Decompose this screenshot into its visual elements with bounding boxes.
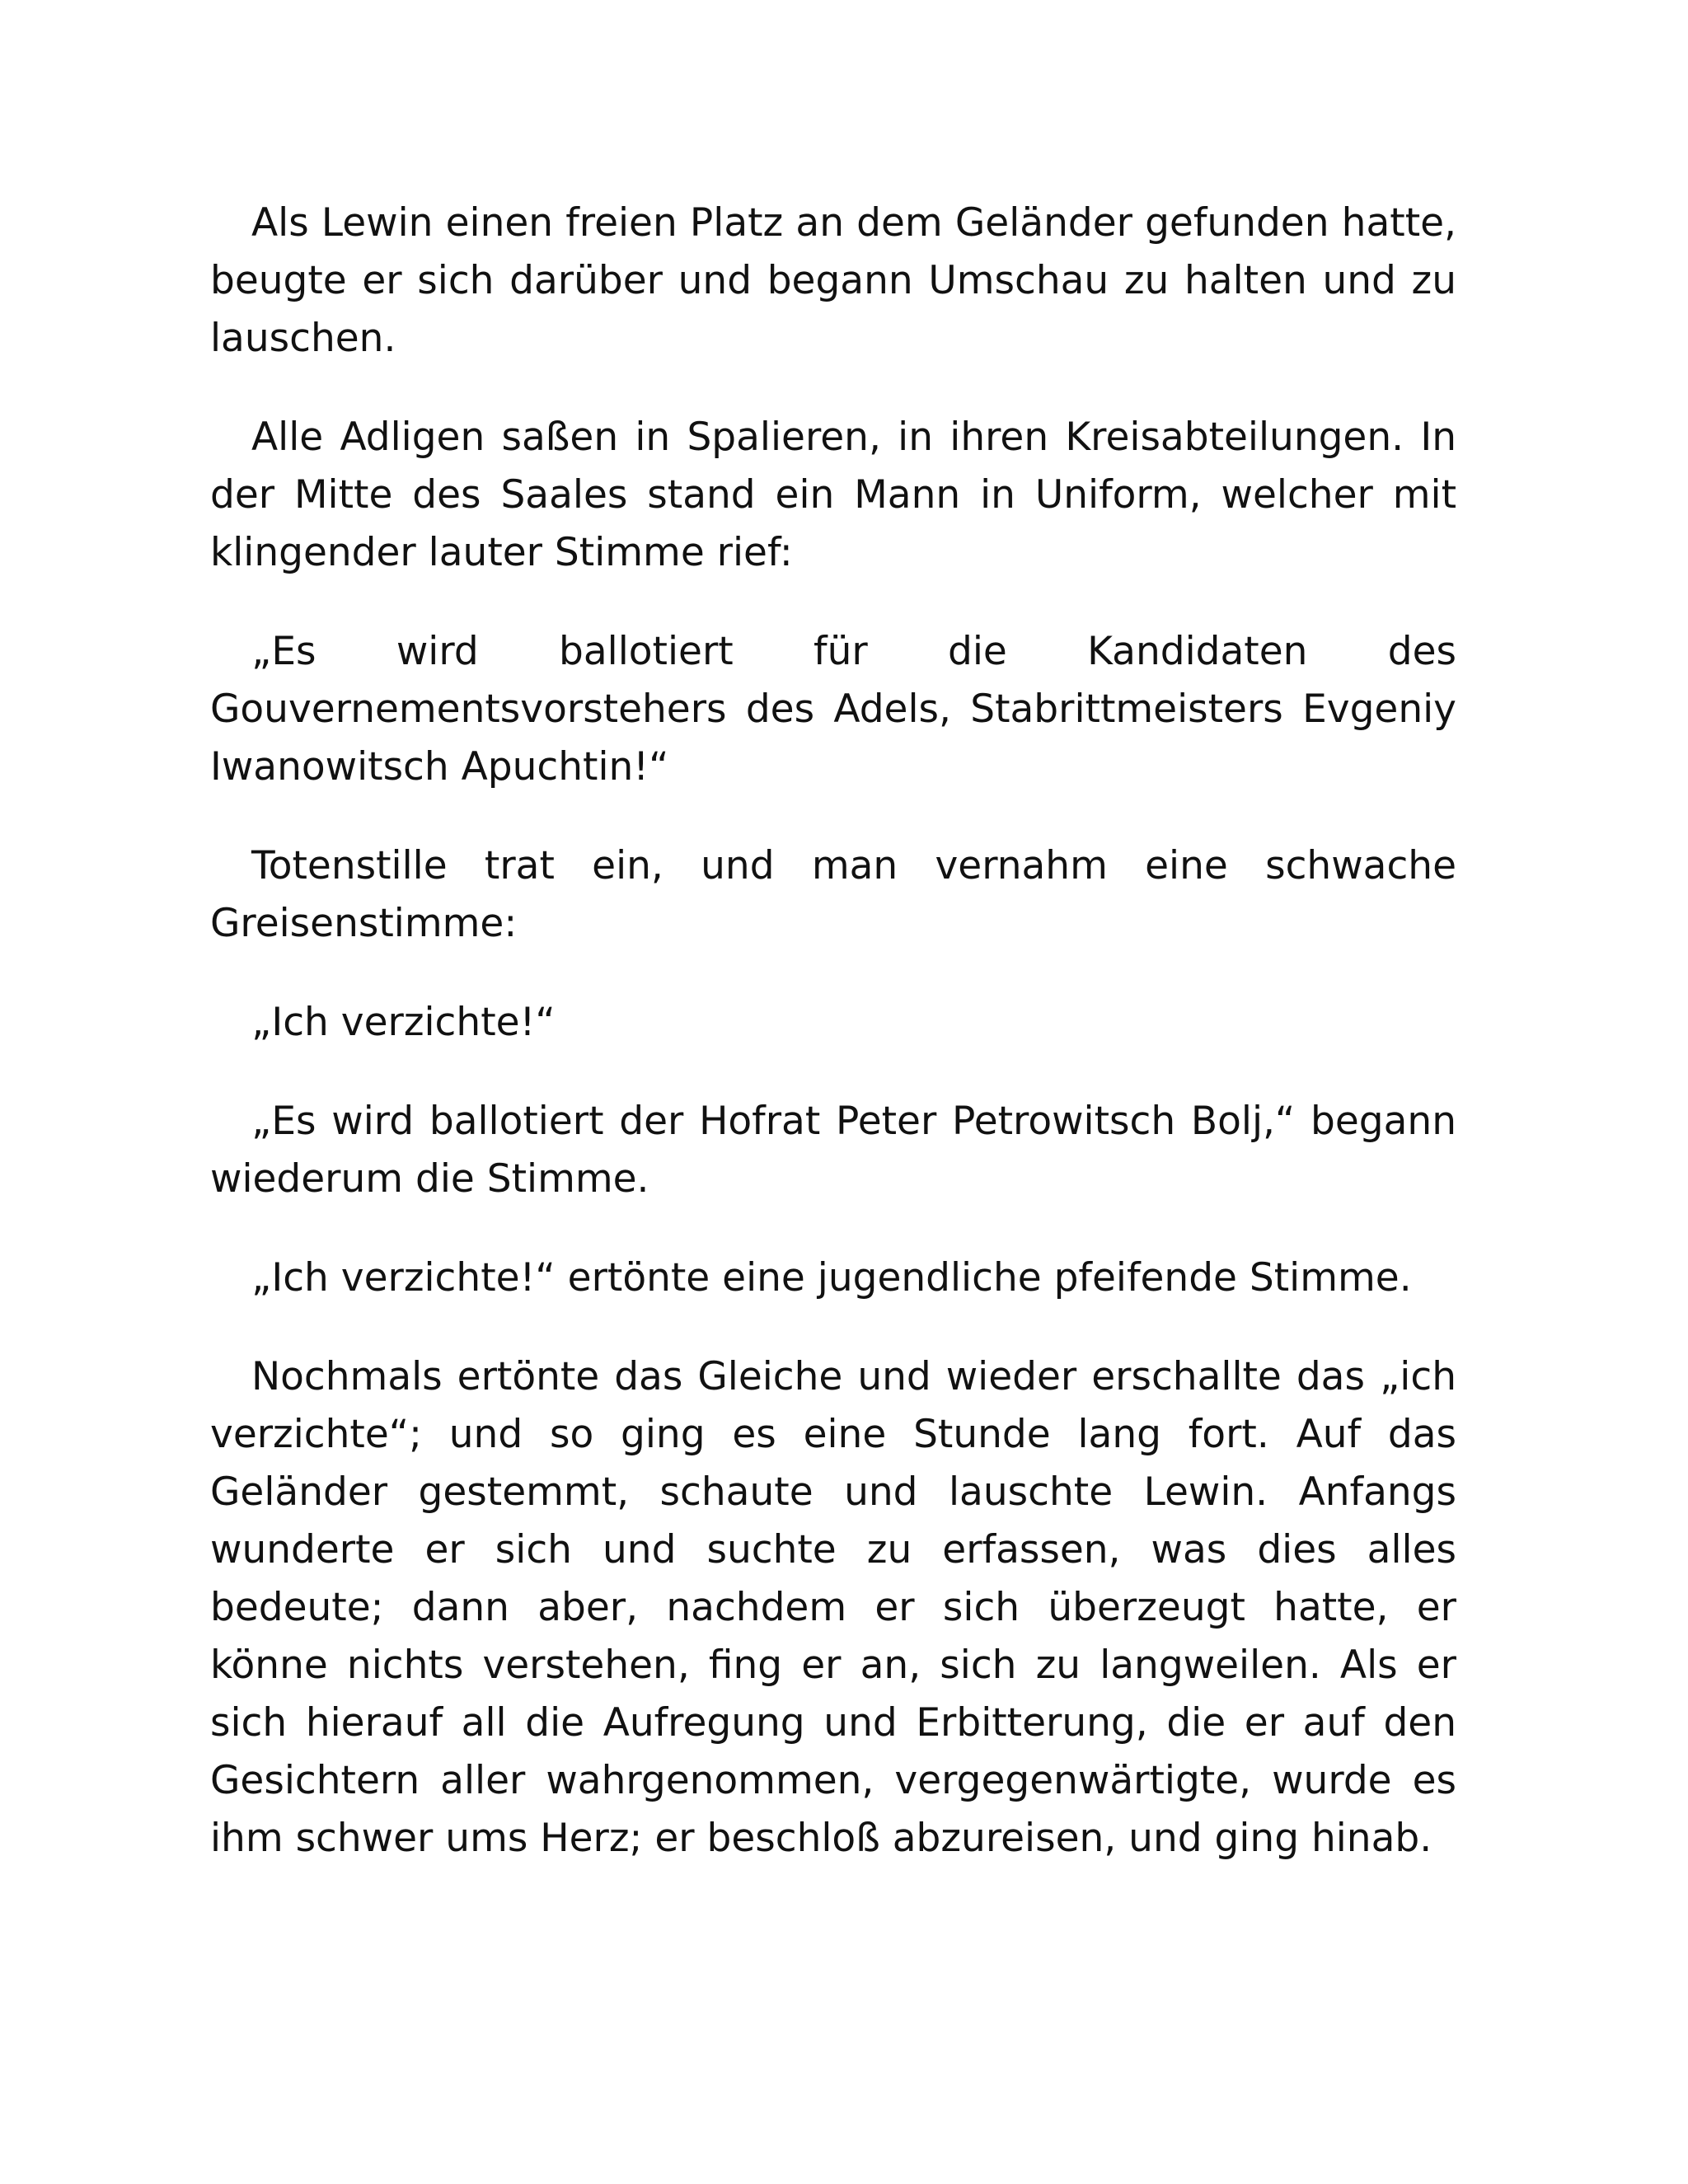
paragraph: „Es wird ballotiert der Hofrat Peter Petrowitsch Bolj,“ begann wiederum die Stimme. bbox=[210, 1099, 1456, 1202]
paragraph: Als Lewin einen freien Platz an dem Geländer gefunden hatte, beugte er sich darüber und begann Umschau zu halten und zu lauschen. bbox=[210, 200, 1456, 361]
paragraph: „Ich verzichte!“ bbox=[251, 1000, 556, 1045]
text-body bbox=[210, 194, 1456, 1909]
paragraph: „Es wird ballotiert für die Kandidaten des Gouvernementsvorstehers des Adels, Stabrittmeisters Evgeniy Iwanowitsch Apuchtin!“ bbox=[210, 629, 1456, 790]
paragraph: „Ich verzichte!“ ertönte eine jugendliche pfeifende Stimme. bbox=[251, 1255, 1412, 1301]
paragraph: Alle Adligen saßen in Spalieren, in ihren Kreisabteilungen. In der Mitte des Saales stand ein Mann in Uniform, welcher mit klingender lauter Stimme rief: bbox=[210, 415, 1456, 575]
paragraph: Totenstille trat ein, und man vernahm eine schwache Greisenstimme: bbox=[210, 843, 1456, 946]
paragraph: Nochmals ertönte das Gleiche und wieder erschallte das „ich verzichte“; und so ging es eine Stunde lang fort. Auf das Geländer gestemmt, schaute und lauschte Lewin. Anfangs wunderte er sich und suchte zu erfassen, was dies alles bedeute; dann aber, nachdem er sich überzeugt hatte, er könne nichts verstehen, fing er an, sich zu langweilen. Als er sich hierauf all die Aufregung und Erbitterung, die er auf den Gesichtern aller wahrgenommen, vergegenwärtigte, wurde es ihm schwer ums Herz; er beschloß abzureisen, und ging hinab. bbox=[210, 1354, 1456, 1861]
